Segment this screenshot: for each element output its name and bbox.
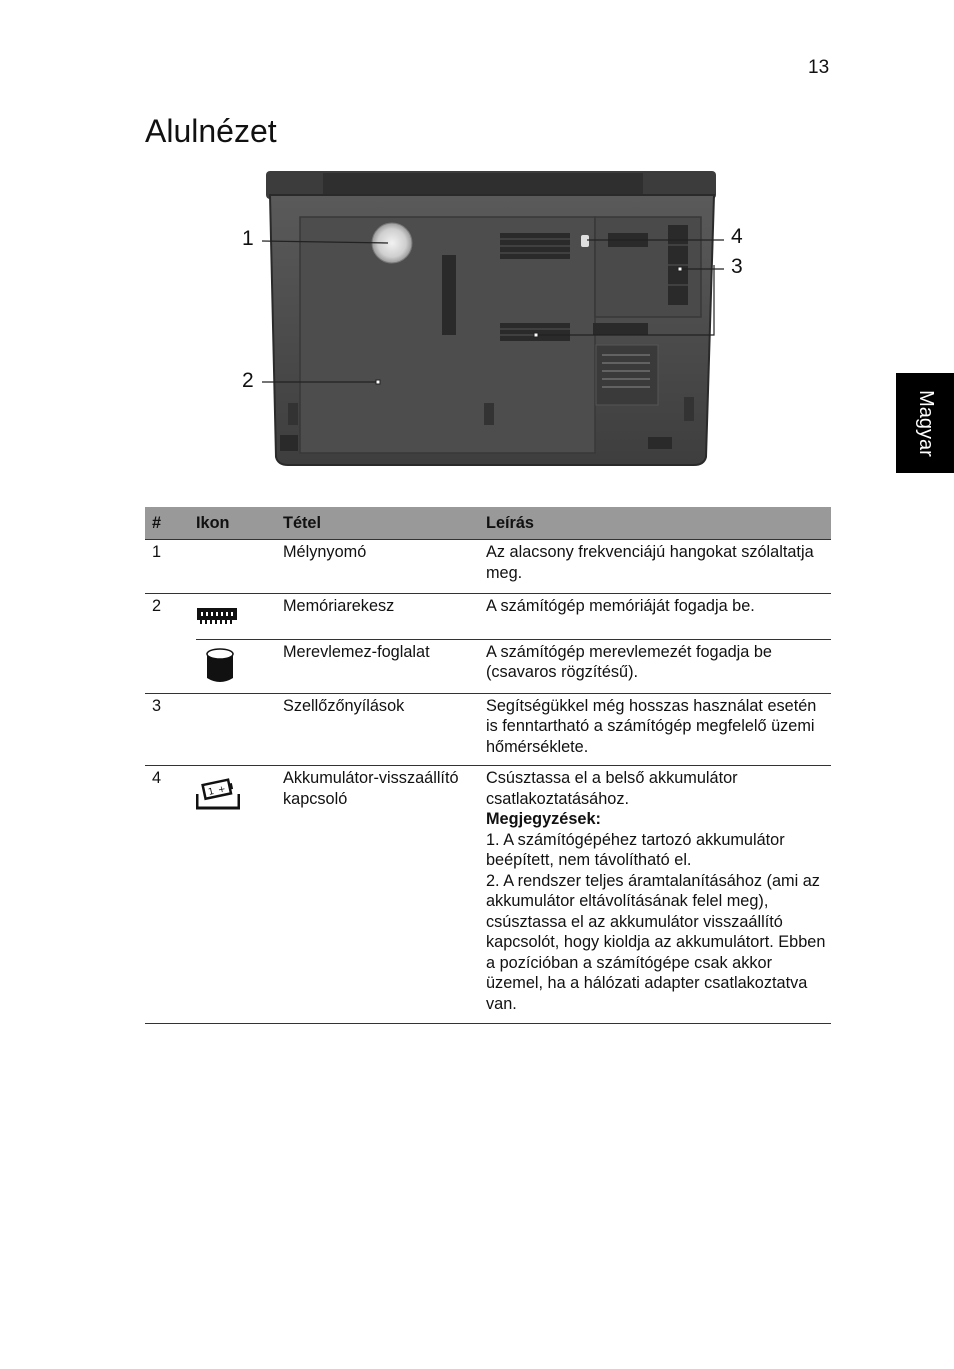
table-row [145, 540, 831, 594]
row-item: Merevlemez-foglalat [283, 639, 486, 693]
language-tab [896, 373, 954, 473]
table-row [145, 693, 831, 766]
row-number [145, 639, 196, 693]
battery-reset-icon [196, 776, 240, 810]
header-number: # [145, 507, 196, 540]
callout-4: 4 [731, 225, 743, 248]
note-2: 2. A rendszer teljes áramtalanításához (ami az akkumulátor eltávolításának felel meg), csúsztassa el az akkumulátor visszaállító kapcsolót, hogy kioldja az akkumulátort. Ebben a pozícióban a számítógépe csak akkor üzemel, ha a hálózati adapter csatlakoztatva van. [486, 871, 826, 1013]
row-number: 1 [145, 540, 196, 594]
row-number: 3 [145, 693, 196, 766]
callout-2: 2 [242, 369, 254, 392]
language-tab-label: Magyar [914, 389, 937, 457]
components-table [145, 507, 831, 1024]
row-number: 4 [145, 766, 196, 1024]
notes-heading: Megjegyzések: [486, 810, 601, 828]
table-row [145, 639, 831, 693]
laptop-bottom-illustration [228, 165, 738, 475]
callout-1: 1 [242, 227, 254, 250]
row-description: Segítségükkel még hosszas használat esetén is fenntartható a számítógép megfelelő üzemi hőmérséklete. [486, 693, 831, 766]
page-number: 13 [808, 57, 830, 78]
svg-text:+: + [217, 784, 227, 796]
row-item: Szellőzőnyílások [283, 693, 486, 766]
row-description: Az alacsony frekvenciájú hangokat szólaltatja meg. [486, 540, 831, 594]
row-item: Mélynyomó [283, 540, 486, 594]
row-item: Memóriarekesz [283, 594, 486, 640]
table-header-row [145, 507, 831, 540]
memory-icon [196, 604, 238, 626]
page-title: Alulnézet [145, 113, 277, 149]
row-description: A számítógép merevlemezét fogadja be (csavaros rögzítésű). [486, 639, 831, 693]
header-item: Tétel [283, 507, 486, 540]
header-description: Leírás [486, 507, 831, 540]
laptop-bottom-figure [228, 165, 743, 475]
hard-drive-icon [206, 648, 234, 684]
row-number: 2 [145, 594, 196, 640]
table-row [145, 594, 831, 640]
note-1: 1. A számítógépéhez tartozó akkumulátor beépített, nem távolítható el. [486, 830, 785, 869]
row-description: A számítógép memóriáját fogadja be. [486, 594, 831, 640]
header-icon: Ikon [196, 507, 283, 540]
table-row [145, 766, 831, 1024]
svg-text:1: 1 [207, 786, 216, 798]
row-description: Csúsztassa el a belső akkumulátor csatlakoztatásához. [486, 769, 738, 808]
callout-3: 3 [731, 255, 743, 278]
row-item: Akkumulátor-visszaállító kapcsoló [283, 766, 486, 1024]
